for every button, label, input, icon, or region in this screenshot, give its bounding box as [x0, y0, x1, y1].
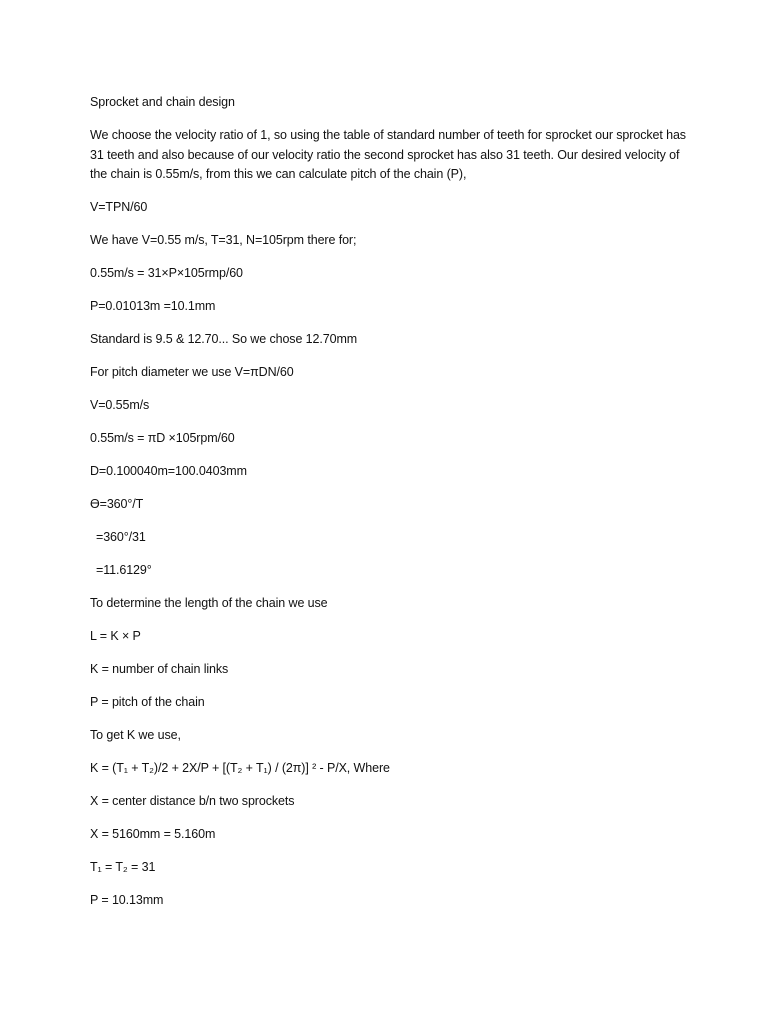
k-formula: K = (T₁ + T₂)/2 + 2X/P + [(T₂ + T₁) / (2π)] ² - P/X, Where: [90, 761, 390, 775]
angle-substitution: =360°/31: [96, 530, 146, 544]
k-definition: K = number of chain links: [90, 662, 229, 676]
k-intro: To get K we use,: [90, 728, 181, 742]
pitch-value: P = 10.13mm: [90, 893, 164, 907]
standard-pitch: Standard is 9.5 & 12.70... So we chose 12.70mm: [90, 332, 358, 346]
substitution-line: 0.55m/s = 31×P×105rmp/60: [90, 266, 243, 280]
pitch-diameter-formula: For pitch diameter we use V=πDN/60: [90, 365, 294, 379]
x-definition: X = center distance b/n two sprockets: [90, 794, 295, 808]
diameter-substitution: 0.55m/s = πD ×105rpm/60: [90, 431, 235, 445]
angle-formula: Ɵ=360°/T: [90, 497, 144, 511]
pitch-result: P=0.01013m =10.1mm: [90, 299, 216, 313]
chain-length-formula: L = K × P: [90, 629, 141, 643]
chain-length-intro: To determine the length of the chain we use: [90, 596, 328, 610]
p-definition: P = pitch of the chain: [90, 695, 205, 709]
formula-velocity: V=TPN/60: [90, 200, 148, 214]
x-value: X = 5160mm = 5.160m: [90, 827, 216, 841]
document-heading: Sprocket and chain design: [90, 95, 235, 109]
velocity-value: V=0.55m/s: [90, 398, 150, 412]
diameter-result: D=0.100040m=100.0403mm: [90, 464, 247, 478]
angle-result: =11.6129°: [96, 563, 152, 577]
intro-paragraph: We choose the velocity ratio of 1, so using the table of standard number of teeth for sprocket our sprocket has 31 teeth and also because of our velocity ratio the second sprocket has also 31 teeth. Our desired velocity of the chain is 0.55m/s, from this we can calculate pitch of the chain (P),: [90, 128, 686, 181]
teeth-value: T₁ = T₂ = 31: [90, 860, 156, 874]
given-values: We have V=0.55 m/s, T=31, N=105rpm there for;: [90, 233, 357, 247]
